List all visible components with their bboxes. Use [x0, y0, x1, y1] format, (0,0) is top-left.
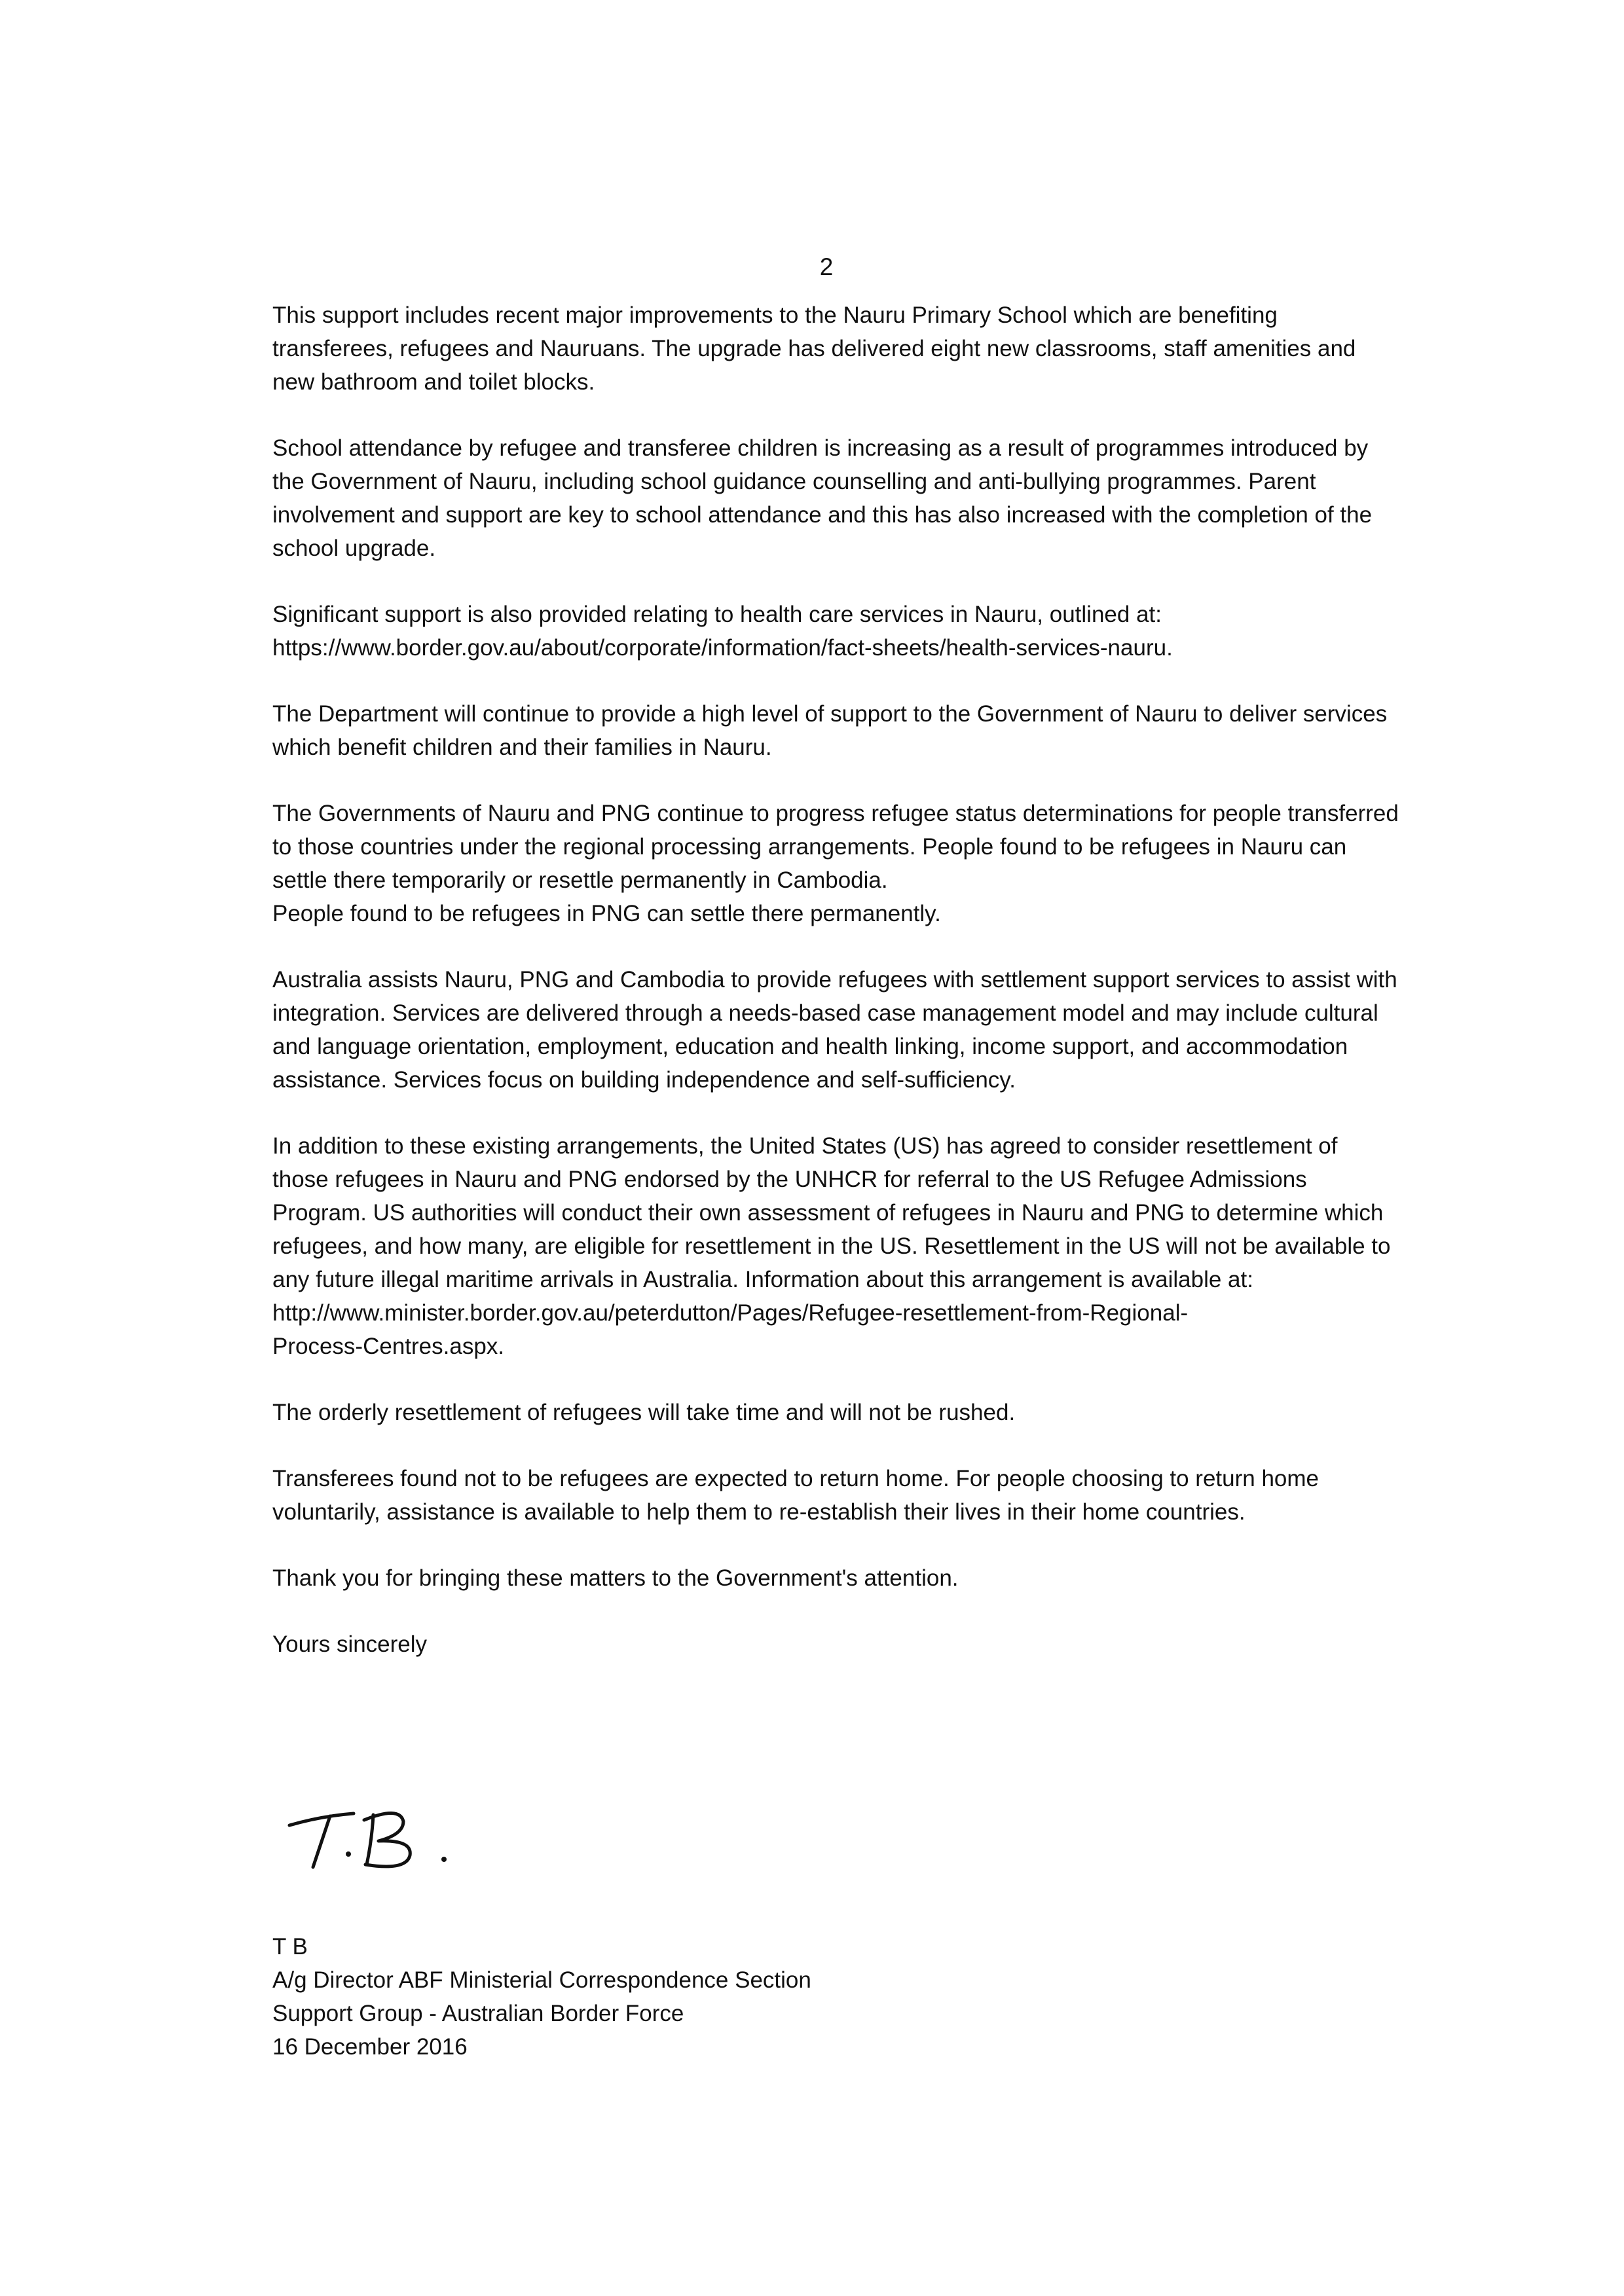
paragraph-refugee-determinations	[272, 797, 1399, 930]
closing-salutation: Yours sincerely	[272, 1631, 428, 1657]
paragraph-thank-you: Thank you for bringing these matters to the Government's attention.	[272, 1565, 959, 1591]
paragraph-school-attendance: School attendance by refugee and transferee children is increasing as a result of programmes introduced by the Government of Nauru, including school guidance counselling and anti-bullying programmes. Parent involvement and support are key to school attendance and this has also increased with the completion of the school upgrade.	[272, 435, 1373, 561]
health-services-text: Significant support is also provided relating to health care services in Nauru, outlined at:	[272, 602, 1162, 627]
signature-block	[272, 1930, 811, 2064]
handwritten-signature	[275, 1787, 471, 1892]
paragraph-return-home: Transferees found not to be refugees are expected to return home. For people choosing to return home voluntarily, assistance is available to help them to re-establish their lives in their home countries.	[272, 1466, 1320, 1525]
letter-body	[272, 299, 1399, 1661]
paragraph-department-support: The Department will continue to provide a high level of support to the Government of Nauru to deliver services which benefit children and their families in Nauru.	[272, 701, 1388, 760]
page-number: 2	[819, 253, 834, 280]
signature-image	[275, 1787, 471, 1892]
paragraph-school-upgrade: This support includes recent major improvements to the Nauru Primary School which are benefiting transferees, refugees and Nauruans. The upgrade has delivered eight new classrooms, staff amenities and new bathroom and toilet blocks.	[272, 302, 1356, 395]
paragraph-settlement-support: Australia assists Nauru, PNG and Cambodia to provide refugees with settlement support services to assist with integration. Services are delivered through a needs-based case management model and may include cultural and language orientation, employment, education and health linking, income support, and accommodation assistance. Services focus on building independence and self-sufficiency.	[272, 967, 1397, 1093]
signatory-name: T B	[272, 1934, 308, 1959]
letter-date: 16 December 2016	[272, 2034, 468, 2060]
health-services-url: https://www.border.gov.au/about/corporate/information/fact-sheets/health-services-nauru.	[272, 635, 1173, 661]
minister-url-line2: Process-Centres.aspx.	[272, 1334, 505, 1359]
signatory-group: Support Group - Australian Border Force	[272, 2001, 684, 2026]
signatory-title: A/g Director ABF Ministerial Correspondence Section	[272, 1967, 811, 1993]
png-settlement-text: People found to be refugees in PNG can settle there permanently.	[272, 901, 941, 926]
paragraph-health-services	[272, 598, 1399, 665]
us-resettlement-text: In addition to these existing arrangements, the United States (US) has agreed to consider resettlement of those refugees in Nauru and PNG endorsed by the UNHCR for referral to the US Refugee Admissions Program. US authorities will conduct their own assessment of refugees in Nauru and PNG to determine which refugees, and how many, are eligible for resettlement in the US. Resettlement in the US will not be available to any future illegal maritime arrivals in Australia. Information about this arrangement is available at:	[272, 1133, 1391, 1292]
paragraph-orderly-resettlement: The orderly resettlement of refugees will take time and will not be rushed.	[272, 1400, 1016, 1425]
refugee-determinations-text: The Governments of Nauru and PNG continue to progress refugee status determinations for people transferred to those countries under the regional processing arrangements. People found to be refugees in Nauru can settle there temporarily or resettle permanently in Cambodia.	[272, 801, 1399, 893]
minister-url-line1: http://www.minister.border.gov.au/peterdutton/Pages/Refugee-resettlement-from-Regional-	[272, 1300, 1189, 1326]
paragraph-us-resettlement	[272, 1129, 1399, 1363]
